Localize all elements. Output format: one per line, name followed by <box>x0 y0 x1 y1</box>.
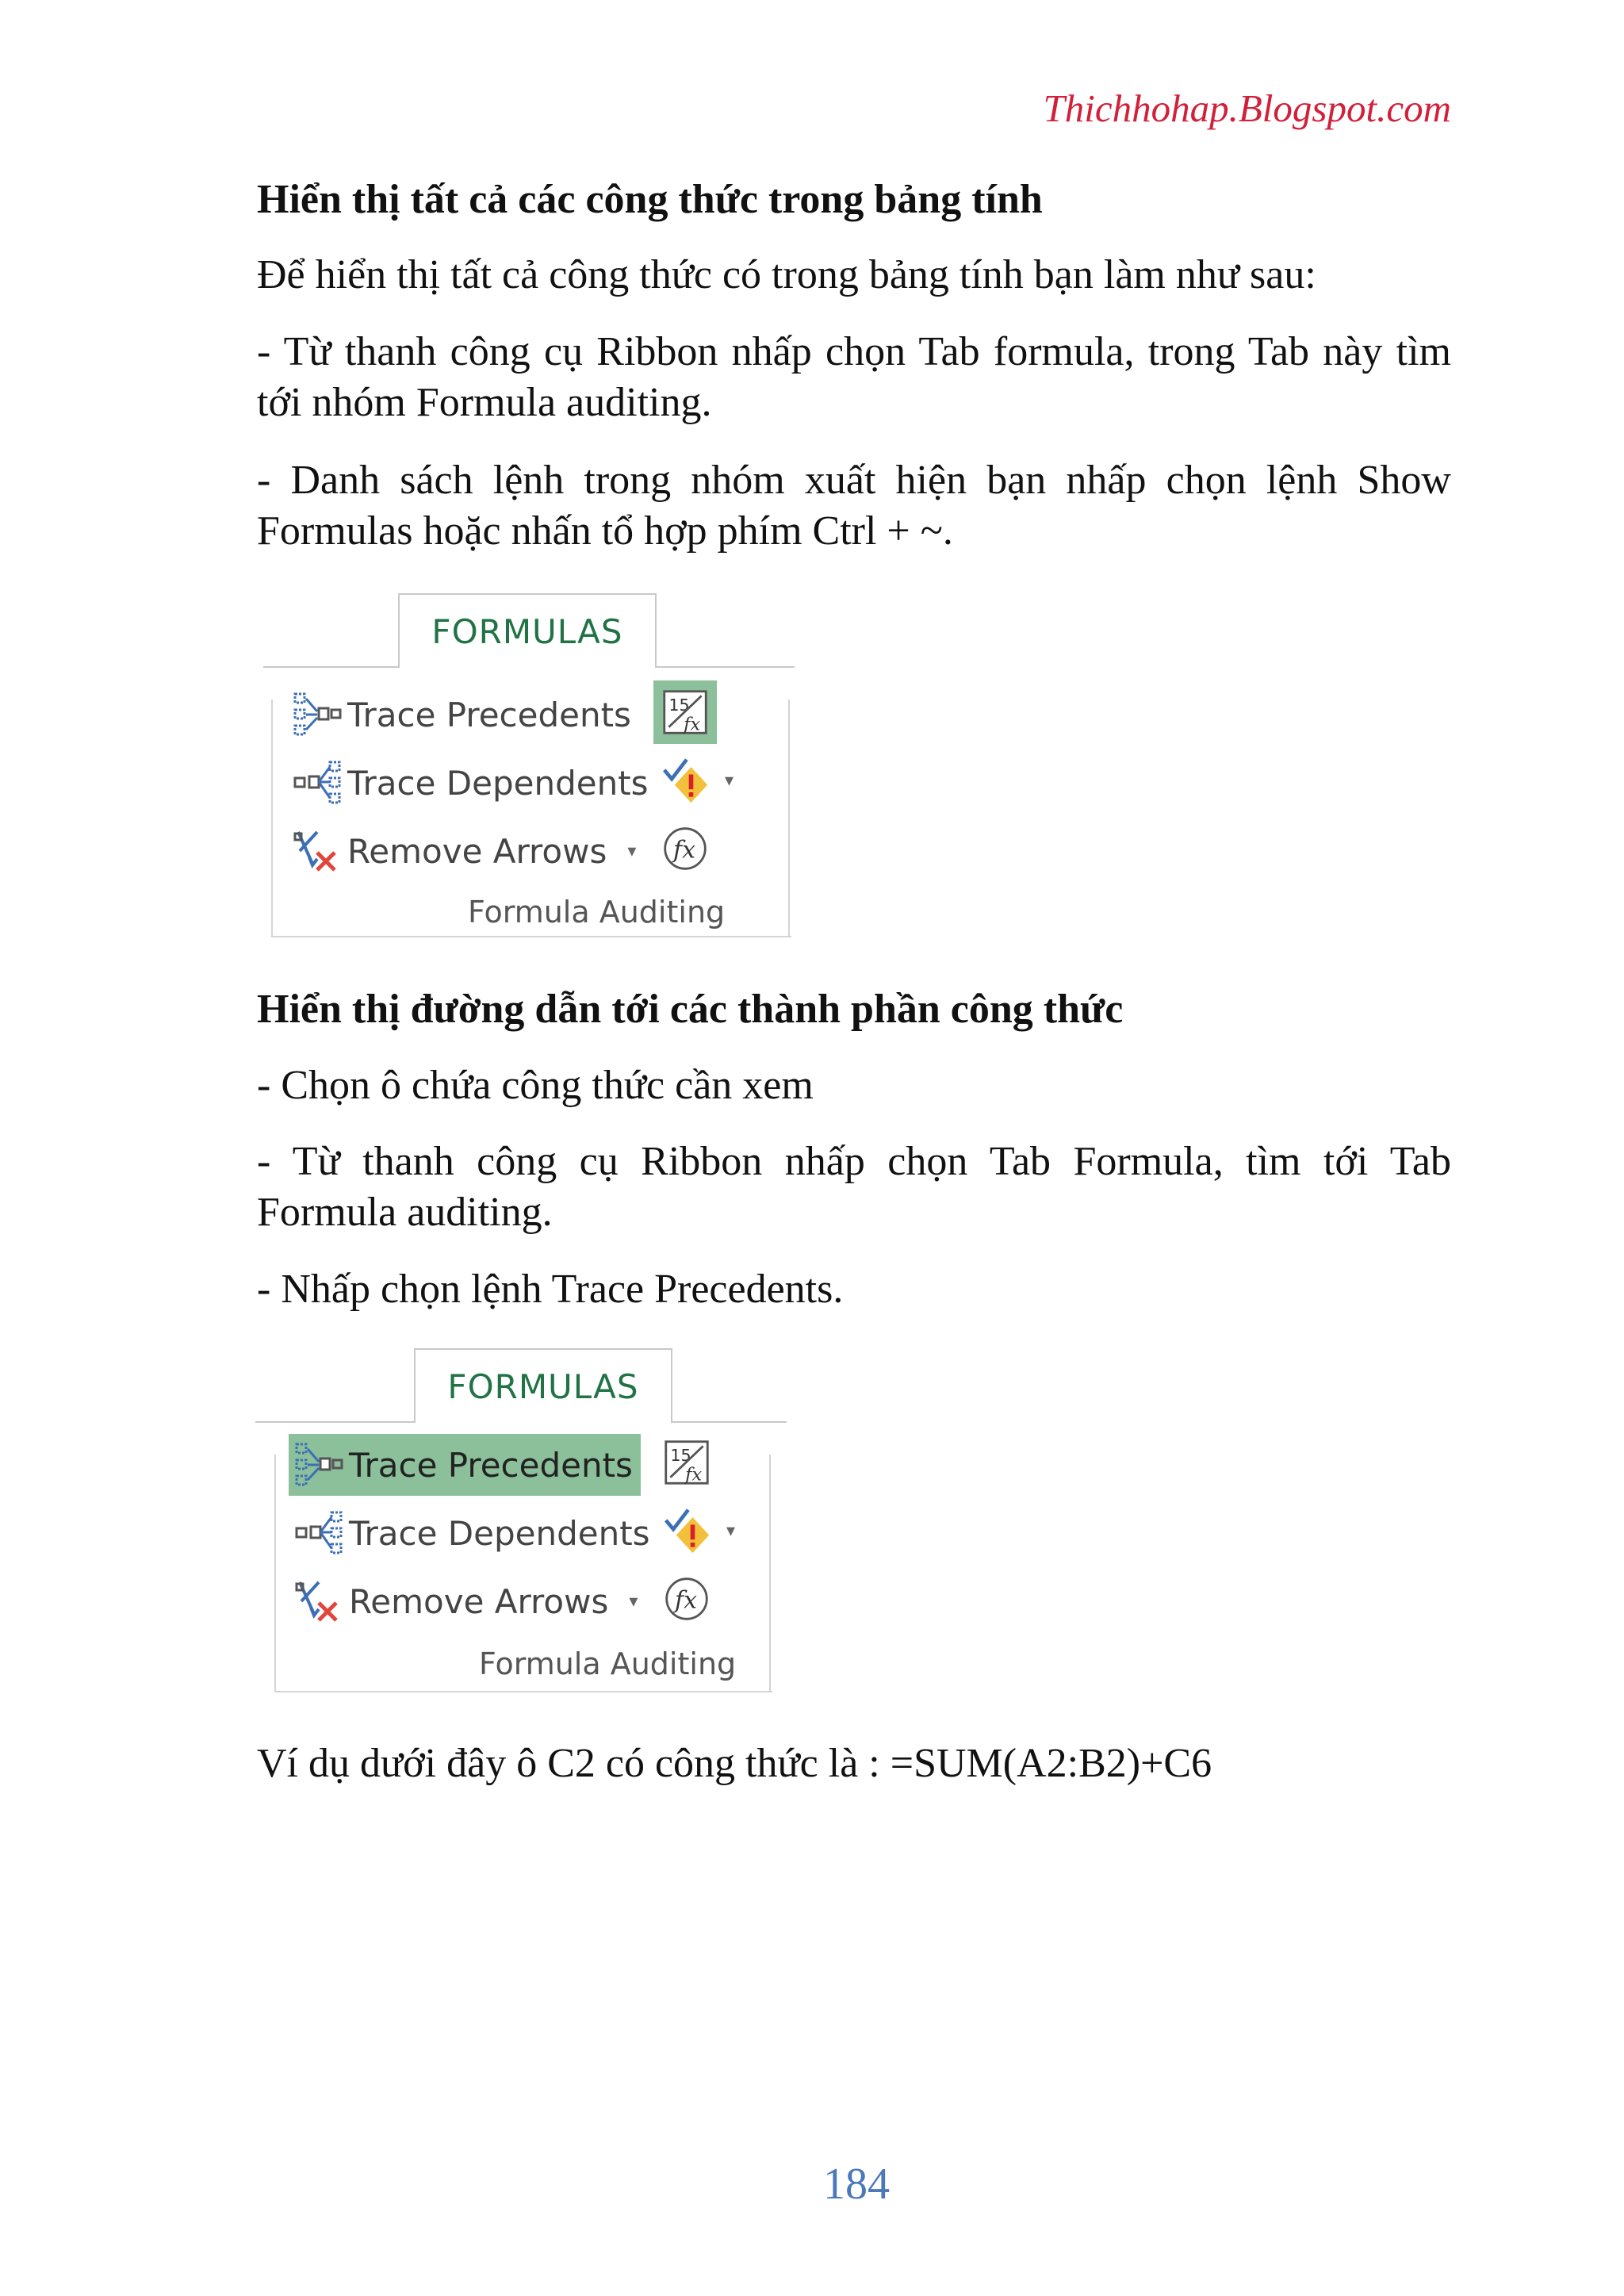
chevron-down-icon[interactable]: ▾ <box>725 771 734 791</box>
chevron-down-icon[interactable]: ▾ <box>726 1521 736 1541</box>
show-formulas-icon <box>661 688 709 736</box>
trace-dependents-label: Trace Dependents <box>349 1513 650 1553</box>
group-border-left <box>274 1455 276 1692</box>
remove-arrows-icon <box>293 829 343 873</box>
ribbon-screenshot-show-formulas <box>263 593 795 950</box>
trace-precedents-label: Trace Precedents <box>347 695 631 734</box>
show-formulas-button[interactable] <box>653 680 717 744</box>
error-checking-icon <box>661 757 709 804</box>
group-border-right <box>788 700 790 937</box>
trace-precedents-button[interactable] <box>289 1434 641 1496</box>
remove-arrows-label: Remove Arrows <box>347 831 607 871</box>
trace-precedents-label: Trace Precedents <box>349 1445 633 1485</box>
group-label: Formula Auditing <box>468 895 726 930</box>
section1-paragraph-3: - Danh sách lệnh trong nhóm xuất hiện bạn nhấp chọn lệnh Show Formulas hoặc nhấn tổ hợp phím Ctrl + ~. <box>257 458 1451 554</box>
ribbon-screenshot-trace-precedents <box>255 1348 787 1705</box>
trace-precedents-button[interactable] <box>287 684 639 746</box>
remove-arrows-icon <box>295 1579 344 1623</box>
evaluate-formula-icon <box>663 1575 710 1623</box>
remove-arrows-button[interactable] <box>287 820 644 882</box>
tab-gap <box>416 1421 671 1424</box>
trace-dependents-icon <box>295 1511 344 1555</box>
chevron-down-icon[interactable]: ▾ <box>627 841 637 861</box>
group-border-bottom <box>271 936 791 937</box>
group-border-right <box>769 1455 771 1692</box>
error-checking-button[interactable] <box>655 1499 718 1562</box>
error-checking-icon <box>663 1507 710 1554</box>
trace-dependents-icon <box>293 761 343 805</box>
example-paragraph: Ví dụ dưới đây ô C2 có công thức là : =SUM(A2:B2)+C6 <box>257 1741 1212 1786</box>
error-checking-button[interactable] <box>653 749 717 812</box>
chevron-down-icon[interactable]: ▾ <box>629 1591 638 1612</box>
evaluate-formula-button[interactable] <box>655 1567 718 1631</box>
remove-arrows-button[interactable] <box>289 1570 645 1632</box>
group-border-left <box>271 700 273 937</box>
trace-precedents-icon <box>293 692 343 737</box>
section1-paragraph-1: Để hiển thị tất cả công thức có trong bảng tính bạn làm như sau: <box>257 252 1316 297</box>
tab-gap <box>400 666 655 669</box>
trace-dependents-button[interactable] <box>289 1502 658 1564</box>
section2-heading: Hiển thị đường dẫn tới các thành phần công thức <box>257 987 1124 1032</box>
trace-precedents-icon <box>295 1443 344 1487</box>
trace-dependents-button[interactable] <box>287 752 657 814</box>
page-number: 184 <box>823 2160 890 2209</box>
formulas-tab[interactable]: FORMULAS <box>414 1348 672 1423</box>
show-formulas-icon <box>663 1439 710 1486</box>
evaluate-formula-button[interactable] <box>653 817 717 880</box>
evaluate-formula-icon <box>661 825 709 872</box>
trace-dependents-label: Trace Dependents <box>347 763 649 803</box>
section1-paragraph-2: - Từ thanh công cụ Ribbon nhấp chọn Tab formula, trong Tab này tìm tới nhóm Formula auditing. <box>257 329 1451 425</box>
site-link[interactable]: Thichhohap.Blogspot.com <box>1043 86 1451 130</box>
show-formulas-button[interactable] <box>655 1431 718 1494</box>
remove-arrows-label: Remove Arrows <box>349 1581 609 1621</box>
group-label: Formula Auditing <box>479 1646 737 1681</box>
section2-paragraph-2: - Từ thanh công cụ Ribbon nhấp chọn Tab Formula, tìm tới Tab Formula auditing. <box>257 1139 1451 1235</box>
section2-paragraph-1: - Chọn ô chứa công thức cần xem <box>257 1063 814 1108</box>
formulas-tab[interactable]: FORMULAS <box>398 593 657 668</box>
section2-paragraph-3: - Nhấp chọn lệnh Trace Precedents. <box>257 1267 844 1312</box>
section1-heading: Hiển thị tất cả các công thức trong bảng tính <box>257 177 1043 222</box>
group-border-bottom <box>274 1691 772 1692</box>
